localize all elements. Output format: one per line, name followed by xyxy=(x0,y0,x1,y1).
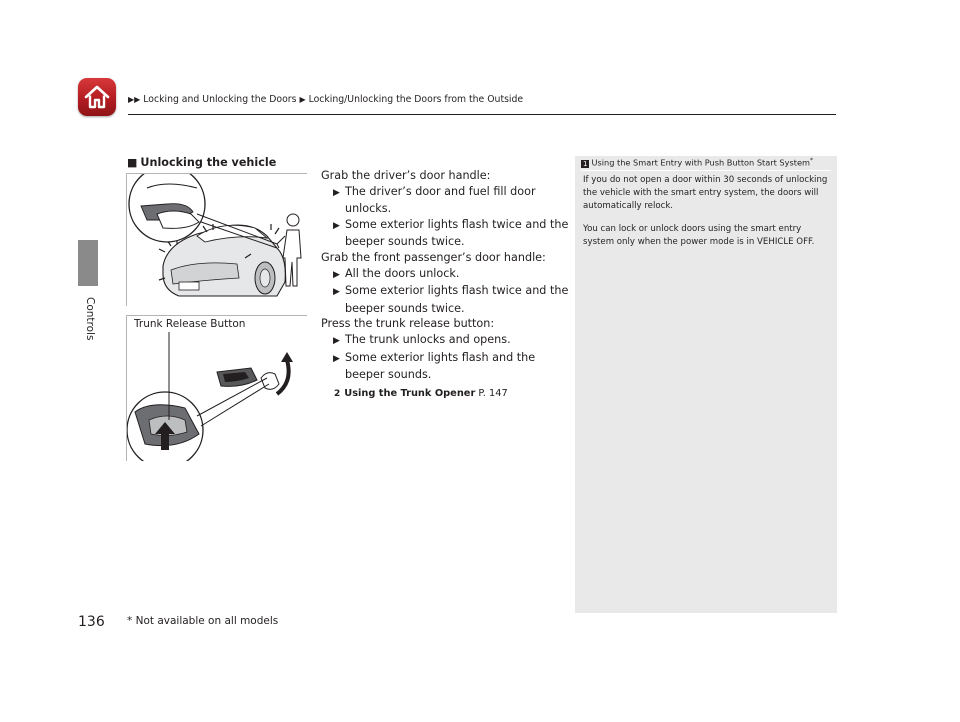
breadcrumb-item[interactable]: Locking/Unlocking the Doors from the Outside xyxy=(308,94,524,105)
arrow-right-icon: ▶ xyxy=(333,335,340,346)
xref-page[interactable]: P. 147 xyxy=(478,387,508,399)
arrow-right-icon: ▶ xyxy=(333,187,340,198)
instruction-step xyxy=(321,184,571,217)
instruction-para: Grab the front passenger’s door handle: xyxy=(321,250,546,264)
note-number-icon: 1 xyxy=(583,159,588,168)
section-heading-text: Unlocking the vehicle xyxy=(140,156,277,169)
step-text: The trunk unlocks and opens. xyxy=(345,332,511,346)
reference-icon: 2 xyxy=(334,388,341,399)
step-text: The driver’s door and fuel fill door unlocks. xyxy=(345,184,536,216)
car-illustration xyxy=(127,174,307,306)
footnote: * Not available on all models xyxy=(127,615,279,627)
page-number: 136 xyxy=(78,614,105,630)
note-title-text: Using the Smart Entry with Push Button Start System xyxy=(591,157,810,168)
instruction-step xyxy=(321,283,571,316)
trunk-release-button-label: Trunk Release Button xyxy=(134,318,246,330)
trunk-illustration xyxy=(127,316,307,461)
step-text: Some exterior lights flash and the beeper sounds. xyxy=(345,350,536,382)
note-divider xyxy=(581,170,831,171)
breadcrumb-item[interactable]: Locking and Unlocking the Doors xyxy=(143,94,297,105)
instruction-step xyxy=(321,350,571,383)
instruction-step xyxy=(321,332,571,350)
breadcrumb xyxy=(128,94,523,105)
arrow-right-icon: ▶ xyxy=(333,353,340,364)
instructions-body xyxy=(321,168,571,402)
square-bullet-icon: ■ xyxy=(127,156,138,169)
home-button[interactable] xyxy=(78,78,116,116)
note-body xyxy=(583,174,831,258)
section-tab-label[interactable]: Controls xyxy=(84,297,96,341)
note-paragraph: If you do not open a door within 30 seconds of unlocking the vehicle with the smart entry system, the doors will automatically relock. xyxy=(583,175,828,212)
step-text: Some exterior lights flash twice and the beeper sounds twice. xyxy=(345,217,569,249)
instruction-step xyxy=(321,266,571,284)
figure-trunk-release xyxy=(126,315,307,461)
instruction-step xyxy=(321,217,571,250)
home-icon xyxy=(83,83,111,111)
note-paragraph: You can lock or unlock doors using the smart entry system only when the power mode is in VEHICLE OFF. xyxy=(583,223,815,247)
section-heading xyxy=(127,156,276,169)
note-title-asterisk: * xyxy=(809,157,813,164)
step-text: All the doors unlock. xyxy=(345,266,460,280)
instruction-para: Grab the driver’s door handle: xyxy=(321,169,491,182)
instruction-para: Press the trunk release button: xyxy=(321,317,495,331)
arrow-right-icon: ▶ xyxy=(333,220,340,231)
xref-title[interactable]: Using the Trunk Opener xyxy=(344,387,476,399)
breadcrumb-arrow-icon: ▶ xyxy=(299,95,306,104)
note-title xyxy=(581,157,813,168)
cross-reference-link[interactable] xyxy=(321,386,571,403)
step-text: Some exterior lights flash twice and the beeper sounds twice. xyxy=(345,284,569,315)
figure-door-handle-unlock xyxy=(126,173,307,306)
section-tab-marker xyxy=(78,240,98,286)
header-rule xyxy=(128,114,836,115)
breadcrumb-arrow-icon: ▶▶ xyxy=(128,95,141,104)
arrow-right-icon: ▶ xyxy=(333,269,340,280)
arrow-right-icon: ▶ xyxy=(333,287,340,298)
